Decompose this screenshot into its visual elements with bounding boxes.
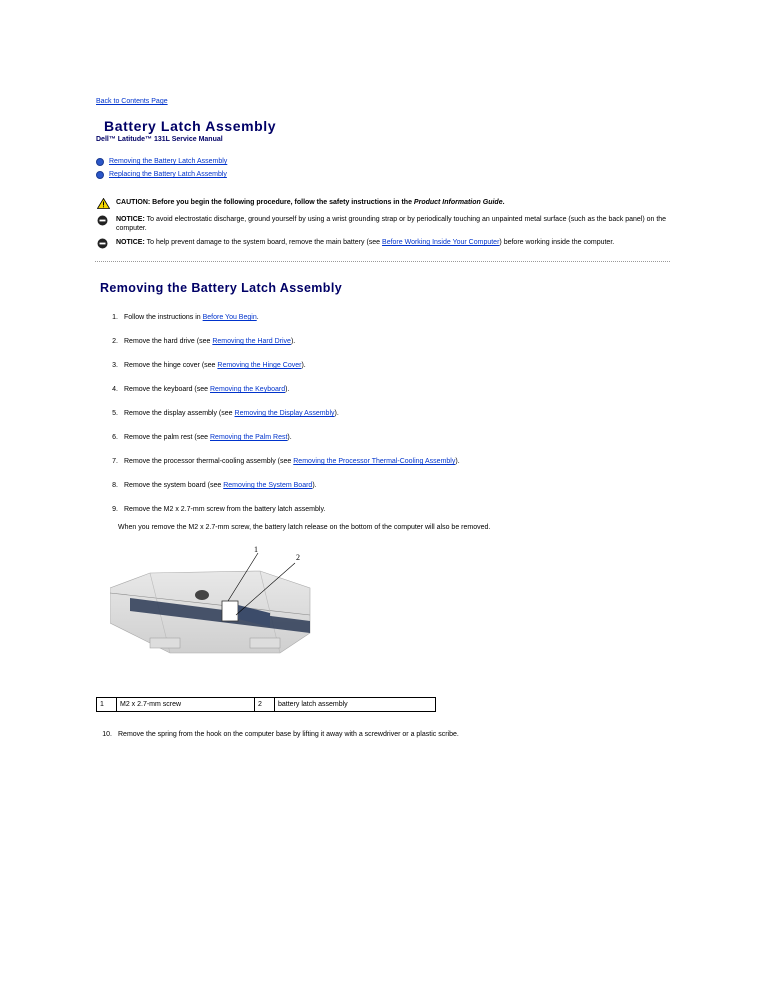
notice-icon bbox=[97, 238, 110, 252]
callout-1: 1 bbox=[254, 545, 258, 554]
step-link[interactable]: Removing the Palm Rest bbox=[210, 434, 288, 441]
toc-link-replacing[interactable]: Replacing the Battery Latch Assembly bbox=[109, 171, 227, 178]
step-end: . bbox=[256, 314, 259, 321]
notice-label: NOTICE: bbox=[116, 216, 145, 223]
step-number: 8. bbox=[112, 482, 118, 489]
step-link[interactable]: Removing the System Board bbox=[223, 482, 313, 489]
notice-text-before: To help prevent damage to the system board, remove the main battery (see bbox=[146, 239, 381, 246]
step-7 bbox=[102, 458, 460, 465]
bullet-icon bbox=[96, 171, 104, 179]
step-link[interactable]: Removing the Hinge Cover bbox=[217, 362, 302, 369]
battery-latch-figure bbox=[110, 543, 315, 683]
step-6 bbox=[102, 434, 292, 441]
step-1 bbox=[102, 314, 259, 321]
table-of-contents bbox=[96, 155, 227, 181]
step-end: ). bbox=[287, 434, 292, 441]
step-text: Remove the hinge cover (see bbox=[124, 362, 216, 369]
divider bbox=[95, 261, 670, 262]
caution-label: CAUTION: bbox=[116, 199, 151, 206]
step-link[interactable]: Removing the Display Assembly bbox=[234, 410, 335, 417]
section-heading: Removing the Battery Latch Assembly bbox=[100, 281, 343, 295]
legend-number: 1 bbox=[97, 698, 117, 712]
step-end: ). bbox=[285, 386, 290, 393]
step-text: Remove the spring from the hook on the computer base by lifting it away with a screwdriver or a plastic scribe. bbox=[118, 731, 459, 738]
notice-box-esd bbox=[97, 215, 669, 233]
step-number: 6. bbox=[112, 434, 118, 441]
step-9-note: When you remove the M2 x 2.7-mm screw, the battery latch release on the bottom of the computer will also be removed. bbox=[118, 524, 491, 531]
step-3 bbox=[102, 362, 306, 369]
step-number: 9. bbox=[112, 506, 118, 513]
step-text: Follow the instructions in bbox=[124, 314, 201, 321]
page-title: Battery Latch Assembly bbox=[104, 118, 277, 134]
step-end: ). bbox=[334, 410, 339, 417]
step-end: ). bbox=[455, 458, 460, 465]
toc-link-removing[interactable]: Removing the Battery Latch Assembly bbox=[109, 158, 228, 165]
step-text: Remove the M2 x 2.7-mm screw from the battery latch assembly. bbox=[124, 506, 326, 513]
step-end: ). bbox=[312, 482, 317, 489]
step-10 bbox=[98, 731, 459, 738]
legend-number: 2 bbox=[255, 698, 275, 712]
legend-label: M2 x 2.7-mm screw bbox=[117, 698, 255, 712]
caution-text: Before you begin the following procedure, follow the safety instructions in the bbox=[152, 199, 412, 206]
notice-text: To avoid electrostatic discharge, ground yourself by using a wrist grounding strap or by periodically touching an unpainted metal surface (such as the back panel) on the computer. bbox=[116, 216, 667, 232]
step-end: ). bbox=[301, 362, 306, 369]
warning-triangle-icon bbox=[97, 198, 110, 212]
step-text: Remove the processor thermal-cooling assembly (see bbox=[124, 458, 292, 465]
notice-label: NOTICE: bbox=[116, 239, 145, 246]
bullet-icon bbox=[96, 158, 104, 166]
step-link[interactable]: Removing the Processor Thermal-Cooling Assembly bbox=[293, 458, 456, 465]
caution-box bbox=[97, 198, 669, 212]
table-row bbox=[97, 698, 436, 712]
before-working-link[interactable]: Before Working Inside Your Computer bbox=[382, 239, 500, 246]
notice-box-battery bbox=[97, 238, 669, 252]
step-9 bbox=[102, 506, 325, 513]
step-number: 2. bbox=[112, 338, 118, 345]
back-to-contents-link[interactable]: Back to Contents Page bbox=[96, 98, 168, 105]
step-number: 4. bbox=[112, 386, 118, 393]
step-link[interactable]: Before You Begin bbox=[202, 314, 257, 321]
step-number: 3. bbox=[112, 362, 118, 369]
step-4 bbox=[102, 386, 289, 393]
callout-2: 2 bbox=[296, 553, 300, 562]
legend-label: battery latch assembly bbox=[275, 698, 436, 712]
step-link[interactable]: Removing the Keyboard bbox=[210, 386, 286, 393]
notice-icon bbox=[97, 215, 110, 233]
step-number: 10. bbox=[102, 731, 112, 738]
notice-text-after: ) before working inside the computer. bbox=[499, 239, 615, 246]
step-text: Remove the hard drive (see bbox=[124, 338, 211, 345]
step-end: ). bbox=[290, 338, 296, 345]
step-text: Remove the display assembly (see bbox=[124, 410, 233, 417]
step-number: 5. bbox=[112, 410, 118, 417]
caution-guide-title: Product Information Guide bbox=[413, 199, 503, 206]
step-2 bbox=[102, 338, 295, 345]
caution-end: . bbox=[502, 199, 505, 206]
step-number: 7. bbox=[112, 458, 118, 465]
manual-subtitle: Dell™ Latitude™ 131L Service Manual bbox=[96, 136, 223, 143]
step-number: 1. bbox=[112, 314, 118, 321]
toc-item-removing bbox=[96, 155, 227, 168]
step-text: Remove the system board (see bbox=[124, 482, 222, 489]
step-5 bbox=[102, 410, 339, 417]
step-text: Remove the keyboard (see bbox=[124, 386, 209, 393]
figure-legend-table bbox=[96, 697, 436, 712]
step-link[interactable]: Removing the Hard Drive bbox=[212, 338, 291, 345]
step-text: Remove the palm rest (see bbox=[124, 434, 209, 441]
step-8 bbox=[102, 482, 317, 489]
toc-item-replacing bbox=[96, 168, 227, 181]
